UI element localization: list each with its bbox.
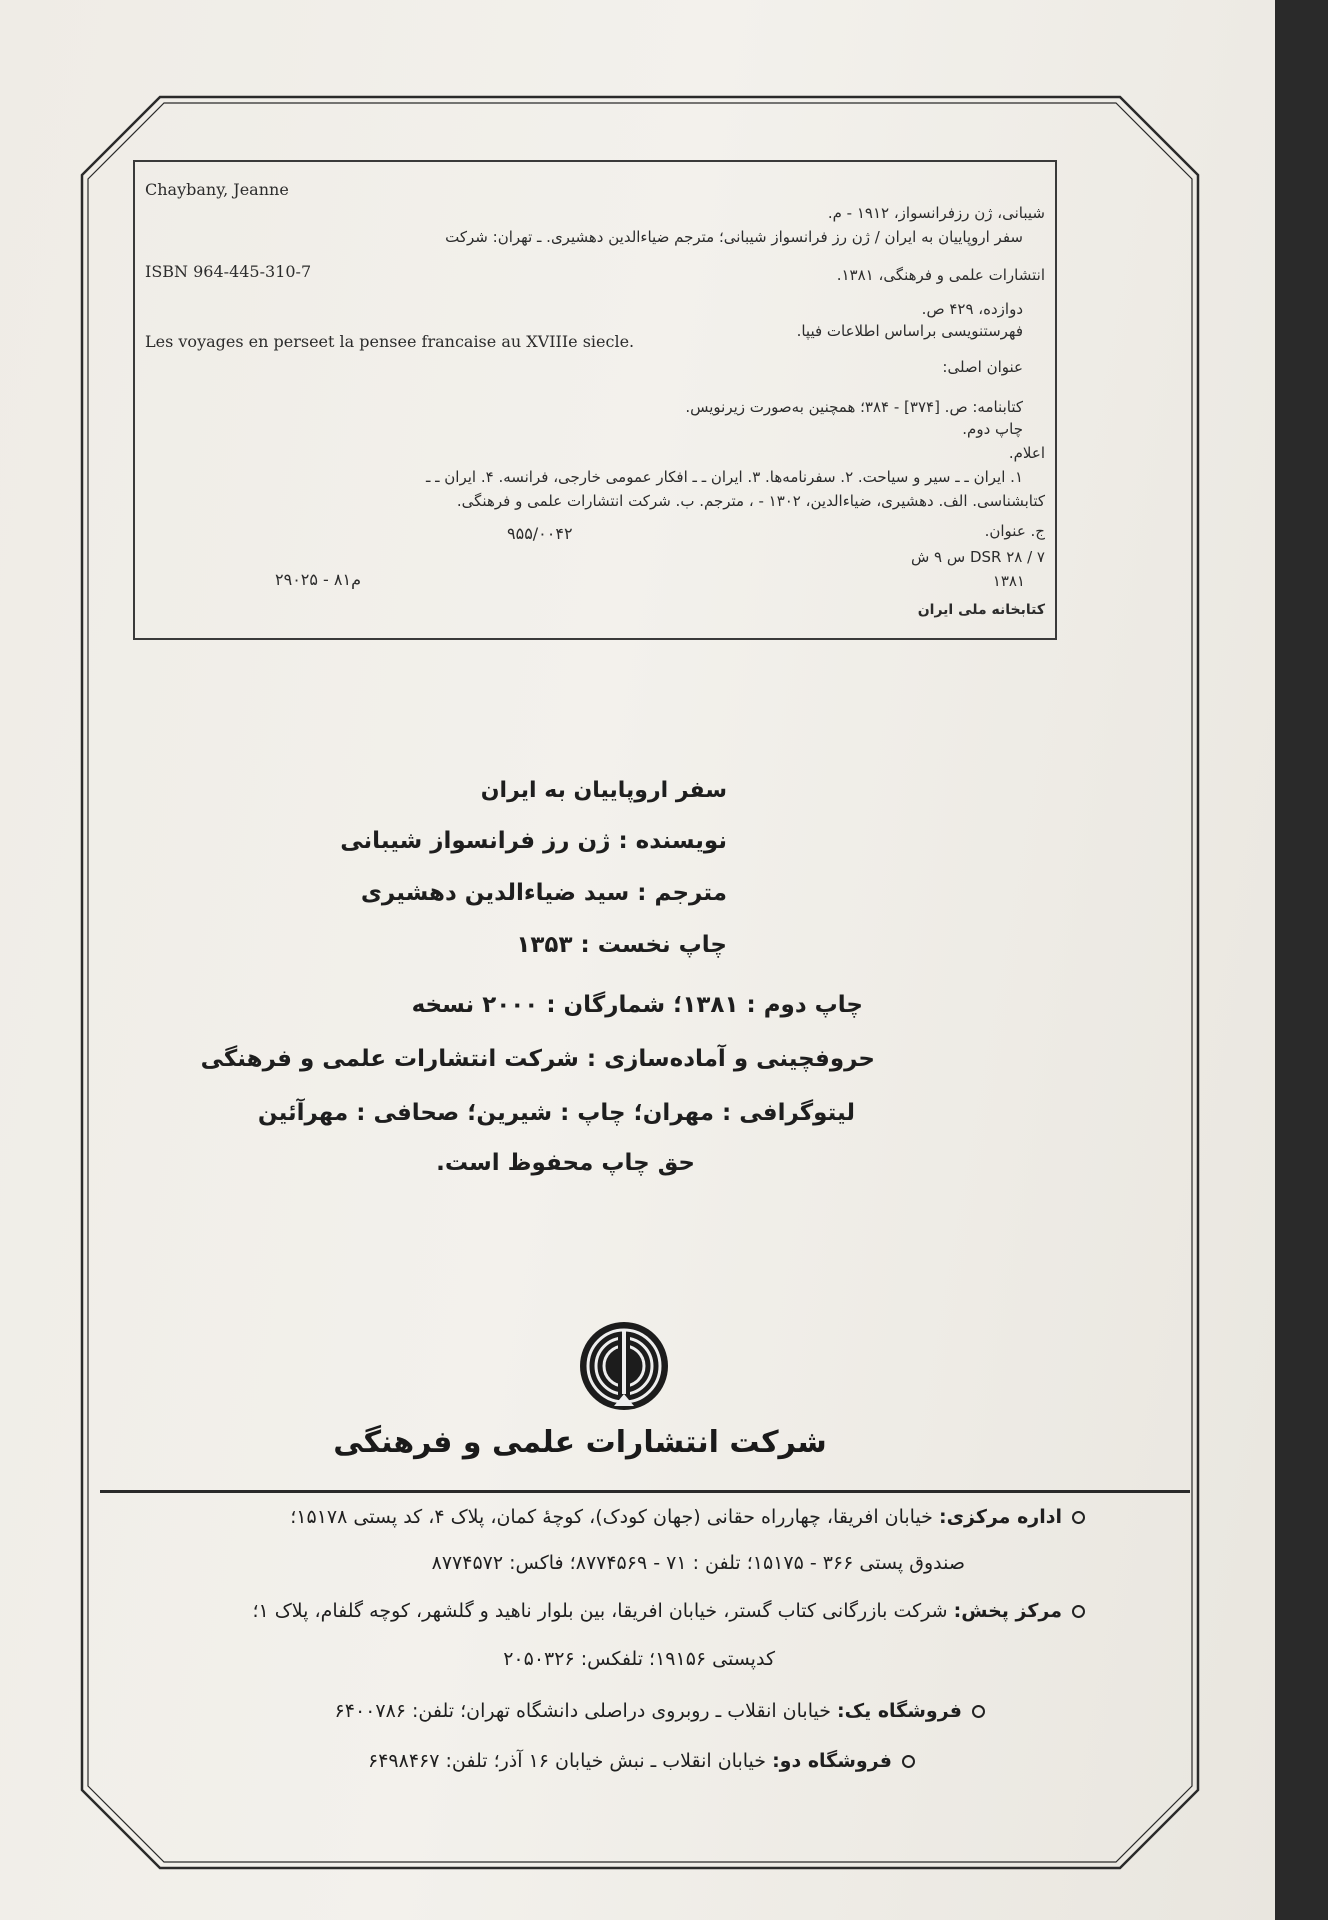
bullet-icon (1072, 1605, 1085, 1618)
office-line1: خیابان افریقا، چهارراه حقانی (جهان کودک)، کوچهٔ کمان، پلاک ۴، کد پستی ۱۵۱۷۸؛ (290, 1506, 939, 1528)
shop1-address (335, 1700, 985, 1722)
dist-line1: شرکت بازرگانی کتاب گستر، خیابان افریقا، بین بلوار ناهید و گلشهر، کوچه گلفام، پلاک ۱؛ (252, 1600, 954, 1622)
cip-lc: DSR ۲۸ / ۷ س ۹ ش (910, 548, 1045, 566)
rights-notice: حق چاپ محفوظ است. (436, 1150, 695, 1176)
cip-title-entry: ج. عنوان. (984, 522, 1045, 540)
dist-address-line1 (253, 1600, 1086, 1622)
second-print-credit: چاپ دوم : ۱۳۸۱؛ شمارگان : ۲۰۰۰ نسخه (411, 992, 863, 1018)
publisher-emblem-icon (578, 1320, 670, 1412)
printing-credit: لیتوگرافی : مهران؛ چاپ : شیرین؛ صحافی : مهرآئین (257, 1100, 855, 1126)
office-line2: صندوق پستی ۳۶۶ - ۱۵۱۷۵؛ تلفن : ۷۱ - ۸۷۷۴۵۶۹؛ فاکس: ۸۷۷۴۵۷۲ (431, 1552, 965, 1574)
author-credit: نویسنده : ژن رز فرانسواز شیبانی (340, 828, 727, 854)
divider (100, 1490, 1190, 1493)
cip-publisher-line: انتشارات علمی و فرهنگی، ۱۳۸۱. (836, 266, 1045, 284)
shop2-address (368, 1750, 915, 1772)
cip-pages-line: دوازده، ۴۲۹ ص. (921, 300, 1023, 318)
bullet-icon (972, 1705, 985, 1718)
translator-credit: مترجم : سید ضیاءالدین دهشیری (360, 880, 727, 906)
cip-original-title-label: عنوان اصلی: (942, 358, 1023, 376)
dist-line2: کدپستی ۱۹۱۵۶؛ تلفکس: ۲۰۵۰۳۲۶ (503, 1648, 775, 1670)
bullet-icon (1072, 1511, 1085, 1524)
book-title: سفر اروپاییان به ایران (480, 778, 727, 803)
first-print-credit: چاپ نخست : ۱۳۵۳ (516, 932, 727, 958)
office-address-line1 (290, 1506, 1085, 1528)
publisher-name: شرکت انتشارات علمی و فرهنگی (333, 1425, 827, 1460)
dist-label: مرکز پخش: (953, 1600, 1062, 1622)
cip-year: ۱۳۸۱ (992, 572, 1025, 590)
cip-edition-line: چاپ دوم. (962, 420, 1023, 438)
cip-lib-number: ۲۹۰۲۵ - ۸۱م (275, 570, 362, 589)
cip-subjects-line2: کتابشناسی. الف. دهشیری، ضیاءالدین، ۱۳۰۲ - ، مترجم. ب. شرکت انتشارات علمی و فرهنگی. (456, 492, 1045, 510)
typesetting-credit: حروفچینی و آماده‌سازی : شرکت انتشارات علمی و فرهنگی (200, 1046, 875, 1072)
cip-subjects-line1: ۱. ایران ـ ـ سیر و سیاحت. ۲. سفرنامه‌ها. ۳. ایران ـ ـ افکار عمومی خارجی، فرانسه. ۴. ایران ـ ـ (425, 468, 1023, 486)
shop1-line: خیابان انقلاب ـ روبروی دراصلی دانشگاه تهران؛ تلفن: ۶۴۰۰۷۸۶ (334, 1700, 838, 1722)
cip-original-title-en: Les voyages en perseet la pensee francaise au XVIIIe siecle. (145, 332, 635, 351)
shop2-label: فروشگاه دو: (772, 1750, 892, 1772)
cip-author-en: Chaybany, Jeanne (145, 180, 289, 199)
cataloguing-card (133, 160, 1057, 640)
cip-fipa-line: فهرستنویسی براساس اطلاعات فیپا. (796, 322, 1023, 340)
cip-title-line: سفر اروپاییان به ایران / ژن رز فرانسواز شیبانی؛ مترجم ضیاءالدین دهشیری. ـ تهران: شرکت (445, 228, 1023, 246)
shop2-line: خیابان انقلاب ـ نبش خیابان ۱۶ آذر؛ تلفن: ۶۴۹۸۴۶۷ (368, 1750, 773, 1772)
cip-author-fa: شیبانی، ژن رزفرانسواز، ۱۹۱۲ - م. (827, 204, 1045, 222)
bullet-icon (902, 1755, 915, 1768)
cip-dewey: ۹۵۵/۰۰۴۲ (507, 524, 573, 543)
cip-index-line: اعلام. (1008, 444, 1045, 462)
cip-isbn: ISBN 964-445-310-7 (145, 262, 312, 281)
office-label: اداره مرکزی: (938, 1506, 1062, 1528)
cip-biblio-line: کتابنامه: ص. [۳۷۴] - ۳۸۴؛ همچنین به‌صورت زیرنویس. (685, 398, 1023, 416)
cip-library: کتابخانه ملی ایران (917, 602, 1045, 618)
shop1-label: فروشگاه یک: (837, 1700, 962, 1722)
